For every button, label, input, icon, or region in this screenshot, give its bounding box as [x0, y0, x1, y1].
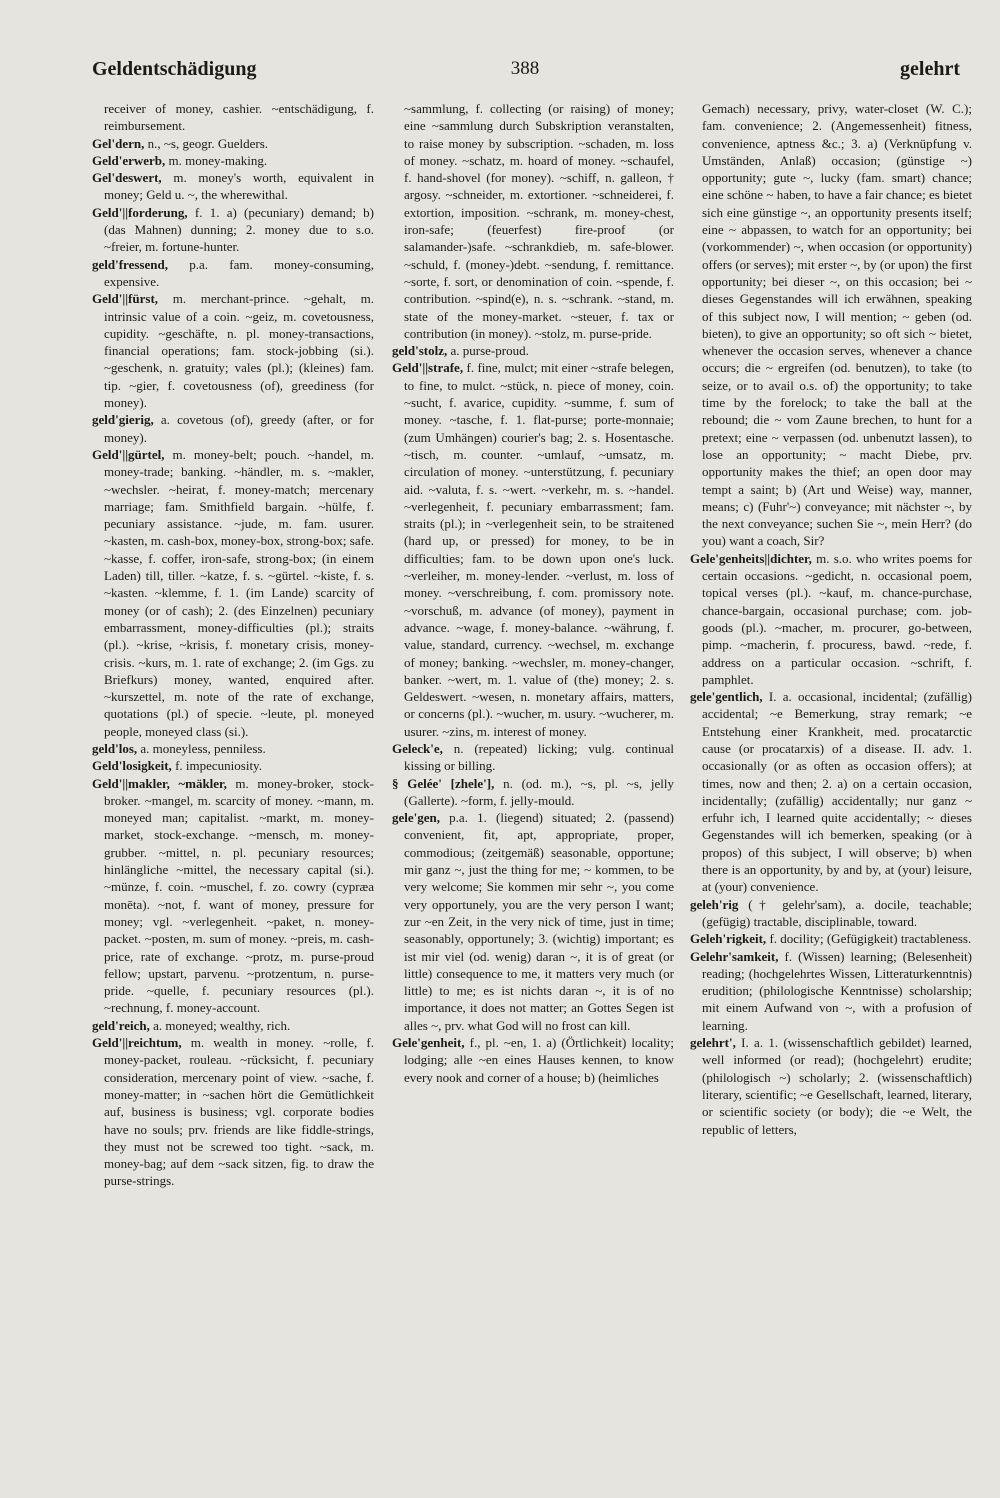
entry-definition: ~sammlung, f. collecting (or raising) of money; eine ~sammlung durch Subskription veranstalten, to raise money by subscription. ~schaden, m. loss of money. ~schatz, m. hoard of money. ~schaufel, f. hand-shovel (for money). ~schiff, n. galleon, † argosy. ~schneider, m. extortioner. ~schneiderei, f. extortion, imposition. ~schrank, m. money-chest, iron-safe; (feuerfest) fire-proof (or salamander-)safe. ~schrankdieb, m. safe-blower. ~schuld, f. (money-)debt. ~sendung, f. remittance. ~sorte, f. sort, or denomination of coin. ~spende, f. contribution. ~spind(e), n. s. ~schrank. ~stand, m. state of the money-market. ~steuer, f. tax or contribution (in money). ~stolz, m. purse-pride. — [404, 101, 674, 341]
entry-headword: gele'gen, — [392, 810, 441, 826]
column-2 — [392, 100, 674, 1480]
entry-definition: f. docility; (Gefügigkeit) tractableness. — [769, 931, 972, 947]
header-right-catchword: gelehrt — [900, 58, 960, 80]
dictionary-entry — [392, 775, 674, 810]
entry-definition: I. a. 1. (wissenschaftlich gebildet) learned, well informed (or read); (hochgelehrt) erudite; (philologisch ~) scholarly; 2. (wissenschaftlich) literary, scientific; ~e Gesellschaft, learned, literary, or scientific society (or body); die ~e Welt, the republic of letters, — [702, 1035, 972, 1137]
entry-headword: geld'fressend, — [92, 256, 168, 272]
entry-definition: f., pl. ~en, 1. a) (Örtlichkeit) locality; lodging; alle ~en eines Hauses kennen, to know every nook and corner of a house; b) (heimliches — [404, 1035, 674, 1085]
dictionary-entry — [690, 550, 972, 688]
entry-definition: m. money-belt; pouch. ~handel, m. money-trade; banking. ~händler, m. s. ~makler, ~wechsler. ~heirat, f. money-match; mercenary marriage; fam. Smithfield bargain. ~hülfe, f. pecuniary assistance. ~jude, m. fam. usurer. ~kasten, m. cash-box, money-box, strong-box; safe. ~kasse, f. coffer, iron-safe, strong-box; (in einem Laden) till, tiller. ~katze, f. s. ~gürtel. ~kiste, f. s. ~kasten. ~klemme, f. 1. (im Lande) scarcity of money (or of cash); 2. (des Einzelnen) pecuniary embarrassment, money-difficulties (pl.); straits (pl.). ~krise, ~krisis, f. monetary crisis, money-crisis. ~kurs, m. 1. rate of exchange; 2. (im Ggs. zu Briefkurs) money, wanted, enquired after. ~kurszettel, m. note of the rate of exchange, quotations (pl.) of specie. ~leute, pl. moneyed people, moneyed class (si.). — [104, 446, 374, 739]
entry-definition: n., ~s, geogr. Guelders. — [147, 135, 269, 151]
dictionary-entry — [690, 930, 972, 947]
entry-headword: Geld'erwerb, — [92, 152, 166, 168]
entry-definition: a. moneyed; wealthy, rich. — [153, 1017, 291, 1033]
entry-definition: a. purse-proud. — [450, 343, 529, 359]
entry-definition: m. money-making. — [168, 152, 268, 168]
dictionary-entry — [392, 1034, 674, 1086]
dictionary-entry — [92, 740, 374, 757]
entry-definition: m. money-broker, stock-broker. ~mangel, m. scarcity of money. ~mann, m. moneyed man; capitalist. ~markt, m. money-market, stock-exchange. ~mensch, m. money-grubber. ~mittel, n. pl. pecuniary resources; hinlängliche ~mittel, the necessary capital (si.). ~münze, f. coin. ~muschel, f. zo. cowry (cypræa monēta). ~not, f. want of money, pressure for money; vgl. ~verlegenheit. ~paket, n. money-packet. ~posten, m. sum of money. ~preis, m. cash-price, rate of exchange. ~protz, m. purse-proud fellow; upstart, parvenu. ~protzentum, n. purse-pride. ~quelle, f. pecuniary resources (pl.). ~rechnung, f. money-account. — [104, 775, 374, 1016]
dictionary-entry — [92, 1034, 374, 1190]
entry-definition: I. a. occasional, incidental; (zufällig) accidental; ~e Bemerkung, stray remark; ~e Entstehung einer Krankheit, med. procatarctic cause (or procatarxis) of a disease. II. adv. 1. occasionally (or as often as occasion offers); at times, now and then; 2. a) on a certain occasion, incidentally; (zufällig) accidentally; nur ganz ~ erfuhr ich, I learned quite accidentally; ~ dieses Gegenstandes will ich bemerken, speaking (or à propos) of this subject, I will observe; b) when there is an opportunity, by and by, at (your) leisure, at (your) convenience. — [702, 689, 972, 895]
dictionary-entry — [690, 1034, 972, 1138]
entry-definition: f. (Wissen) learning; (Belesenheit) reading; (hochgelehrtes Wissen, Litteraturkenntnis) erudition; (philologische Kenntnisse) scholarship; mit einem Aufwand von ~, with a profusion of learning. — [702, 948, 972, 1033]
dictionary-entry — [690, 948, 972, 1034]
entry-definition: p.a. fam. money-consuming, expensive. — [104, 256, 374, 289]
entry-definition: († gelehr'sam), a. docile, teachable; (gefügig) tractable, disciplinable, toward. — [702, 896, 972, 929]
entry-definition: f. impecuniosity. — [175, 758, 262, 774]
entry-headword: Gel'dern, — [92, 135, 145, 151]
entry-headword: Geld'||gürtel, — [92, 446, 165, 462]
dictionary-entry — [92, 204, 374, 256]
column-3 — [690, 100, 972, 1480]
entry-headword: geld'stolz, — [392, 343, 448, 359]
entry-definition: n. (repeated) licking; vulg. continual kissing or billing. — [404, 740, 674, 774]
entry-headword: Geld'||forderung, — [92, 204, 188, 220]
entry-headword: § Gelée' [zhele'], — [392, 775, 495, 791]
dictionary-entry — [92, 411, 374, 446]
entry-headword: geld'reich, — [92, 1017, 150, 1033]
header-left-catchword: Geldentschädigung — [92, 58, 257, 80]
entry-headword: geleh'rig — [690, 896, 739, 912]
entry-definition: f. 1. a) (pecuniary) demand; b) (das Mahnen) dunning; 2. money due to s.o. ~freier, m. fortune-hunter. — [104, 204, 374, 255]
entry-headword: geld'los, — [92, 740, 138, 756]
entry-headword: Geld'losigkeit, — [92, 758, 172, 774]
dictionary-columns — [92, 100, 972, 1480]
entry-headword: gelehrt', — [690, 1035, 736, 1051]
entry-headword: Gel'deswert, — [92, 170, 162, 186]
dictionary-entry — [92, 256, 374, 291]
dictionary-entry — [92, 757, 374, 774]
dictionary-entry — [392, 740, 674, 775]
entry-definition: m. wealth in money. ~rolle, f. money-packet, rouleau. ~rücksicht, f. pecuniary consideration, mercenary point of view. ~sache, f. money-matter; in ~sachen hört die Gemütlichkeit auf, business is business; vgl. corporate bodies have no souls; prv. friends are like fiddle-strings, they must not be screwed too tight. ~sack, m. money-bag; auf dem ~sack sitzen, fig. to draw the purse-strings. — [104, 1035, 374, 1189]
dictionary-entry — [392, 359, 674, 740]
entry-headword: Geld'||strafe, — [392, 360, 464, 376]
entry-headword: Geleh'rigkeit, — [690, 931, 767, 947]
dictionary-entry — [690, 896, 972, 931]
entry-headword: Geld'||makler, ~mäkler, — [92, 775, 227, 791]
entry-definition: a. moneyless, penniless. — [140, 740, 266, 756]
entry-headword: Gele'genheit, — [392, 1035, 465, 1051]
entry-definition: receiver of money, cashier. ~entschädigung, f. reimbursement. — [104, 101, 374, 134]
running-header — [0, 58, 1000, 92]
entry-definition: Gemach) necessary, privy, water-closet (W. C.); fam. convenience; 2. (Angemessenheit) fitness, convenience, aptness &c.; 3. a) (Verknüpfung v. Umständen, Anlaß) occasion; (günstige ~) opportunity; gute ~, lucky (fam. smart) chance; eine schöne ~ haben, to have a fair chance; es bietet sich eine günstige ~, an opportunity presents itself; eine ~ abpassen, to watch for an opportunity; bei (vorkommender) ~, when occasion (or opportunity) offers (or serves); mit erster ~, by (or upon) the first opportunity; bei dieser ~, on this occasion; bei ~ dieses Gegenstandes will ich erwähnen, speaking of this subject now, I will mention; ~ geben (od. bieten), to give an opportunity; so oft sich ~ bietet, whenever the occasion serves, whenever a chance occurs; die ~ ergreifen (od. benutzen), to take (to seize, or to avail o.s. of) the opportunity; to take time by the forelock; to take the ball at the rebound; die ~ vom Zaune brechen, to hunt for a pretext; eine ~ verpassen (od. unbenutzt lassen), to lose an opportunity; ~ macht Diebe, prv. opportunity makes the thief; an open door may tempt a saint; b) (Art und Weise) way, manner, means; c) (Fuhr'~) conveyance; mit nächster ~, by the next conveyance; suchen Sie ~, mein Herr? (do you) want a coach, Sir? — [702, 101, 972, 549]
entry-headword: geld'gierig, — [92, 412, 154, 428]
entry-headword: gele'gentlich, — [690, 689, 763, 705]
dictionary-entry — [92, 446, 374, 740]
entry-definition: a. covetous (of), greedy (after, or for money). — [104, 412, 374, 445]
dictionary-entry — [92, 290, 374, 411]
dictionary-entry — [690, 688, 972, 896]
dictionary-entry — [690, 100, 972, 550]
dictionary-entry — [392, 100, 674, 342]
dictionary-entry — [392, 809, 674, 1034]
entry-definition: n. (od. m.), ~s, pl. ~s, jelly (Gallerte). ~form, f. jelly-mould. — [404, 775, 674, 808]
entry-headword: Geld'||fürst, — [92, 291, 159, 307]
entry-definition: m. s.o. who writes poems for certain occasions. ~gedicht, n. occasional poem, topical verses (pl.). ~kauf, m. chance-purchase, chance-bargain, occasional purchase; com. job-goods (pl.). ~macher, m. procurer, go-between, pimp. ~macherin, f. procuress, bawd. ~rede, f. address on a particular occasion. ~schrift, f. pamphlet. — [702, 550, 972, 687]
entry-definition: m. money's worth, equivalent in money; Geld u. ~, the wherewithal. — [104, 170, 374, 203]
dictionary-entry — [92, 1017, 374, 1034]
dictionary-entry — [392, 342, 674, 359]
entry-headword: Geleck'e, — [392, 740, 443, 756]
entry-definition: f. fine, mulct; mit einer ~strafe belegen, to fine, to mulct. ~stück, n. piece of money, coin. ~sucht, f. avarice, cupidity. ~summe, f. sum of money. ~tasche, f. 1. flat-purse; porte-monnaie; (zum Umhängen) courier's bag; 2. s. Hosentasche. ~tisch, m. counter. ~umlauf, ~umsatz, m. circulation of money. ~unterstützung, f. pecuniary aid. ~valuta, f. s. ~wert. ~verkehr, m. s. ~handel. ~verlegenheit, f. pecuniary embarrassment; fam. straits (pl.); in ~verlegenheit sein, to be straitened (hard up, or pressed) for money, to be in difficulties; fam. to be down upon one's luck. ~verleiher, m. money-lender. ~verlust, m. loss of money. ~verschreibung, f. com. promissory note. ~vorschuß, m. advance (of money), payment in advance. ~wage, f. money-balance. ~währung, f. value, standard, currency. ~wechsel, m. exchange of money; banking. ~wechsler, m. money-changer, banker. ~wert, m. 1. value of (the) money; 2. s. Geldeswert. ~wesen, n. monetary affairs, matters, or concerns (pl.). ~wucher, m. usury. ~wucherer, m. usurer. ~zins, m. interest of money. — [404, 360, 674, 739]
page-number: 388 — [510, 58, 540, 79]
dictionary-entry — [92, 152, 374, 169]
entry-definition: p.a. 1. (liegend) situated; 2. (passend) convenient, fit, apt, appropriate, proper, commodious; (zeitgemäß) seasonable, opportune; mir ganz ~, just the thing for me; ~ kommen, to be very welcome; Sie kommen mir sehr ~, you come very opportunely, you are the very person I want; zur ~en Zeit, in the very nick of time, just in time; seasonably, opportunely; 3. (wichtig) important; es ist mir viel (od. wenig) daran ~, it is of great (or little) consequence to me, it matters very much (or little) to me; es ist nichts daran ~, it is of no importance, it does not matter; an Gottes Segen ist alles ~, prv. what God will no frost can kill. — [404, 810, 674, 1033]
entry-definition: m. merchant-prince. ~gehalt, m. intrinsic value of a coin. ~geiz, m. covetousness, cupidity. ~geschäfte, n. pl. money-transactions, financial operations; fam. stock-jobbing (si.). ~geschenk, n. gratuity; vales (pl.); (kleines) fam. tip. ~gier, f. covetousness (of), greediness (for money). — [104, 291, 374, 411]
entry-headword: Geld'||reichtum, — [92, 1035, 182, 1051]
dictionary-entry — [92, 100, 374, 135]
dictionary-entry — [92, 169, 374, 204]
dictionary-entry — [92, 775, 374, 1017]
entry-headword: Gele'genheits||dichter, — [690, 550, 812, 566]
entry-headword: Gelehr'samkeit, — [690, 948, 779, 964]
column-1 — [92, 100, 374, 1480]
dictionary-entry — [92, 135, 374, 152]
